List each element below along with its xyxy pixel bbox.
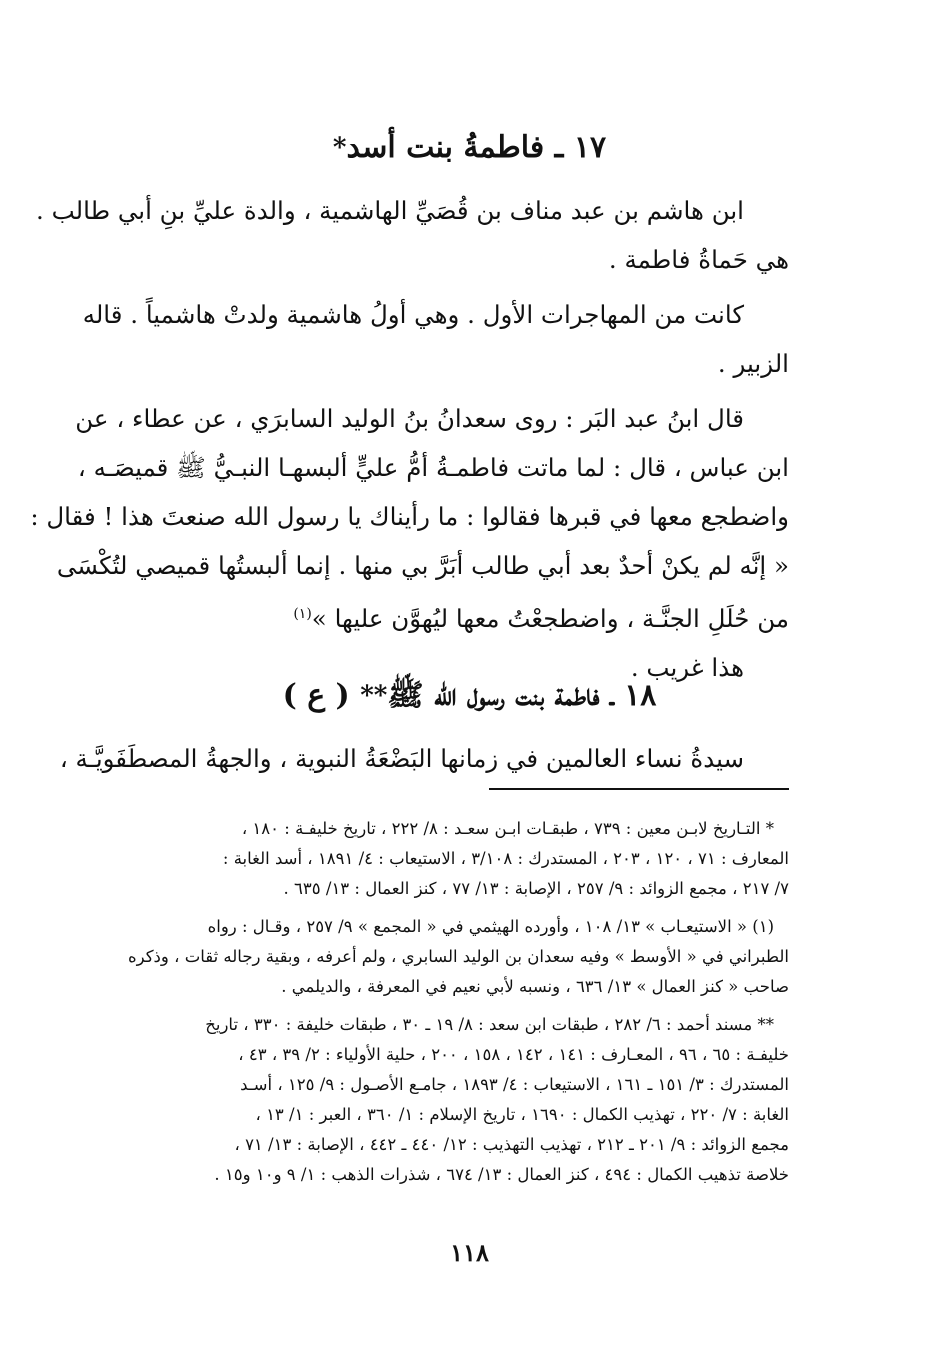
- paragraph-line: « إنَّه لم يكنْ أحدٌ بعد أبي طالب أبَرَّ بي منها . إنما ألبستُها قميصي لتُكْسَى: [56, 551, 789, 580]
- footnote-ref: (١): [293, 606, 312, 622]
- paragraph-line: ابن عباس ، قال : لما ماتت فاطمـةُ أمُّ عليٍّ ألبسهـا النبـيُّ ﷺ قميصَـه ،: [77, 453, 789, 482]
- footnote-line: مجمع الزوائد : ٩/ ٢٠١ ـ ٢١٢ ، تهذيب التهذيب : ١٢/ ٤٤٠ ـ ٤٤٢ ، الإصابة : ١٣/ ٧١ ،: [234, 1135, 789, 1154]
- paragraph-line: هذا غريب .: [630, 653, 744, 683]
- footnote-line: (١) « الاستيعـاب » ١٣/ ١٠٨ ، وأورده الهيثمي في « المجمع » ٩/ ٢٥٧ ، وقـال : رواه: [207, 917, 774, 936]
- footnote-line: * التـاريخ لابـن معين : ٧٣٩ ، طبقـات ابـن سعـد : ٨/ ٢٢٢ ، تاريخ خليفـة : ١٨٠ ،: [241, 819, 774, 838]
- footnote-line: ٧/ ٢١٧ ، مجمع الزوائد : ٩/ ٢٥٧ ، الإصابة : ١٣/ ٧٧ ، كنز العمال : ١٣/ ٦٣٥ .: [283, 879, 789, 898]
- section-18-body: [59, 734, 789, 783]
- footnote-line: المستدرك : ٣/ ١٥١ ـ ١٦١ ، الاستيعاب : ٤/ ١٨٩٣ ، جامـع الأصـول : ٩/ ١٢٥ ، أسـد: [240, 1075, 789, 1094]
- paragraph-line: كانت من المهاجرات الأول . وهي أولُ هاشمية ولدتْ هاشمياً . قاله: [82, 300, 744, 329]
- paragraph-line: سيدةُ نساء العالمين في زمانها البَضْعَةُ النبوية ، والجهةُ المصطَفَويَّـة ،: [59, 744, 744, 773]
- footnote-line: الطبراني في « الأوسط » وفيه سعدان بن الوليد السابري ، ولم أعرفه ، وبقية رجاله ثقات ، وذكره: [127, 947, 789, 966]
- section-17-title-mark: *: [332, 133, 347, 163]
- footnote-line: خلاصة تذهيب الكمال : ٤٩٤ ، كنز العمال : ١٣/ ٦٧٤ ، شذرات الذهب : ١/ ٩ و١٠ و١٥ .: [214, 1165, 789, 1184]
- paragraph-line: [120, 590, 789, 643]
- section-18-title-mark: **: [360, 681, 388, 711]
- footnote-line: المعارف : ٧١ ، ١٢٠ ، ٢٠٣ ، المستدرك : ٣/١٠٨ ، الاستيعاب : ٤/ ١٨٩١ ، أسد الغابة :: [222, 849, 789, 868]
- paragraph-line: واضطجع معها في قبرها فقالوا : ما رأيناك يا رسول الله صنعتَ هذا ! فقال :: [30, 502, 789, 531]
- paragraph-line: ابن هاشم بن عبد مناف بن قُصَيِّ الهاشمية ، والدة عليِّ بنِ أبي طالب .: [36, 196, 744, 225]
- paragraph-line: قال ابنُ عبد البَر : روى سعدانُ بنُ الوليد السابرَي ، عن عطاء ، عن: [75, 404, 744, 433]
- footnote-line: خليفـة : ٦٥ ، ٩٦ ، المعـارف : ١٤١ ، ١٤٢ ، ١٥٨ ، ٢٠٠ ، حلية الأولياء : ٢/ ٣٩ ، ٤٣ ،: [238, 1045, 789, 1064]
- footnote-line: ** مسند أحمد : ٦/ ٢٨٢ ، طبقات ابن سعد : ٨/ ١٩ ـ ٣٠ ، طبقات خليفة : ٣٣٠ ، تاريخ: [205, 1015, 774, 1034]
- paragraph-line: هي حَماةُ فاطمة .: [608, 245, 789, 274]
- section-18-title-text: ١٨ ـ فاطمة بنت رسول الله ﷺ: [387, 678, 657, 713]
- section-18-title: [120, 676, 819, 716]
- section-17-title-text: ١٧ ـ فاطمةُ بنت أسد: [346, 130, 607, 165]
- footnote-line: الغابة : ٧/ ٢٢٠ ، تهذيب الكمال : ١٦٩٠ ، تاريخ الإسلام : ١/ ٣٦٠ ، العبر : ١/ ١٣ ،: [255, 1105, 789, 1124]
- section-18-title-suffix: ( ع ): [282, 678, 350, 713]
- footnote-line: صاحب « كنز العمال » ١٣/ ٦٣٦ ، ونسبه لأبي نعيم في المعرفة ، والديلمي .: [281, 977, 789, 996]
- page-number: ١١٨: [450, 1238, 489, 1267]
- section-17-body: [30, 186, 789, 692]
- footnote-divider: [489, 788, 789, 790]
- footnotes: [127, 814, 789, 1190]
- paragraph-line-text: من حُلَلِ الجنَّـة ، واضطجعْتُ معها ليُهوَّن عليها »: [311, 604, 789, 634]
- section-17-title: [120, 128, 819, 168]
- paragraph-line: الزبير .: [717, 349, 789, 378]
